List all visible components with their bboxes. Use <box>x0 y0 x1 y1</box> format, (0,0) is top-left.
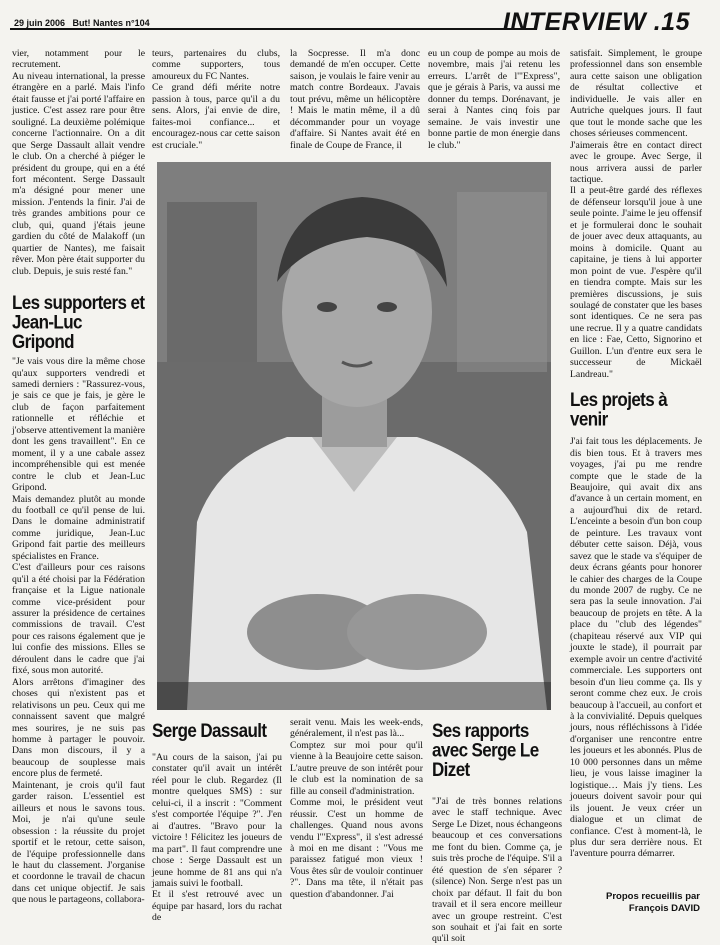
issue-date: 29 juin 2006 <box>14 18 66 28</box>
photo-illustration <box>157 162 551 710</box>
heading-le-dizet: Ses rapports avec Serge Le Dizet <box>432 719 539 781</box>
column-1 <box>12 48 145 906</box>
col2-paragraph: teurs, partenaires du clubs, comme supporters, tous amoureux du FC Nantes. <box>152 48 280 82</box>
credit-author: François DAVID <box>628 903 700 914</box>
column-5 <box>570 48 702 860</box>
col5-paragraph: J'aimerais être en contact direct avec le groupe. Avec Serge, il nous arrivera aussi de parler tactique. <box>570 139 702 185</box>
col3-paragraph: serait venu. Mais les week-ends, généralement, il n'est pas là... <box>290 717 423 740</box>
col1-paragraph: C'est d'ailleurs pour ces raisons qu'il a été choisi par la Fédération française et la Ligue nationale comme vice-président pour assurer la présidence de certaines commissions de travail. C'est pour ces raisons également que je lui confie des missions. Elles se déroulent dans le cadre que j'ai fixé, sous mon autorité. <box>12 562 145 677</box>
col1-paragraph: vier, notamment pour le recrutement. <box>12 48 145 71</box>
heading-dassault: Serge Dassault <box>152 719 267 742</box>
publication-name: But! Nantes n°104 <box>72 18 150 28</box>
col3-paragraph: Comme moi, le président veut réussir. C'est un homme de challenges. Quand nous avons vendu l'"Express", il s'est adressé à moi en me disant : "Vous me paraissez fatigué mon vieux ! Vous êtes sûr de vouloir continuer ?". Dans ma tête, il n'était pas question d'abandonner. J'ai <box>290 797 423 900</box>
column-2-top <box>152 48 280 151</box>
section-title: INTERVIEW .15 <box>502 8 690 36</box>
column-3-bottom <box>290 717 423 900</box>
column-4-bottom <box>432 717 562 945</box>
col3-paragraph: la Socpresse. Il m'a donc demandé de m'en occuper. Cette saison, je voulais le faire venir au match contre Bordeaux. J'avais tout prévu, même un hélicoptère ! Mais le matin même, il a dû décommander pour un voyage d'affaire. Si Nantes avait été en finale de Coupe de France, il <box>290 48 420 151</box>
col1-paragraph: "Je vais vous dire la même chose qu'aux supporters vendredi et samedi derniers : "Rassurez-vous, je sais ce que je fais, je gère le club de façon parfaitement rationnelle et réfléchie et j'observe attentivement la manière dont les gens travaillent". En ce moment, il y a une cabale assez incompréhensible qui est menée contre le club et Jean-Luc Gripond. <box>12 356 145 494</box>
col5-paragraph: J'ai fait tous les déplacements. Je dis bien tous. Et à travers mes voyages, j'ai pu me rendre compte que le stade de la Beaujoire, qui avait dix ans d'avance à un certain moment, en a aujourd'hui dix de retard. L'enceinte a besoin d'un bon coup de peinture. Les travaux vont débuter cette saison. Déjà, vous savez que le stade va s'équiper de deux écrans géants pour honorer le cahier des charges de la Coupe du monde 2007 de rugby. Ce ne sera pas la seule innovation. J'ai beaucoup de projets en tête. A la place du "club des légendes" (chapiteau réservé aux VIP qui jouxte le stade), il pourrait par exemple avoir un centre d'activité commerciale. Les supporters ont besoin d'un lieu comme ça. Ils y seront comme chez eux. Je crois beaucoup à l'accueil, au confort et à la convivialité. Depuis quelques jours, nous réfléchissons à l'idée d'organiser une rencontre entre les joueurs et les abonnés. Plus de 10 000 personnes dans un même lieu, je vous laisse imaginer la logistique… Mais j'y tiens. Les joueurs doivent savoir pour qui ils jouent. Je veux créer un dialogue et un climat de confiance. C'est à moment-là, le plus dur sera derrière nous. Et l'aventure pourra démarrer. <box>570 436 702 860</box>
col2-paragraph: "Au cours de la saison, j'ai pu constater qu'il avait un intérêt réel pour le club. Regardez (Il montre quelques SMS) : sur celui-ci, il a inscrit : "Comment s'est comportée l'équipe ?". J'en ai d'autres. "Bravo pour la victoire ! Félicitez les joueurs de ma part". Il faut comprendre une chose : Serge Dassault est un jeune homme de 81 ans qui n'a jamais suivi le football. <box>152 752 282 889</box>
col1-paragraph: Mais demandez plutôt au monde du football ce qu'il pense de lui. Dans le domaine administratif comme juridique, Jean-Luc Gripond fait partie des meilleurs spécialistes en France. <box>12 493 145 562</box>
col4-paragraph: "J'ai de très bonnes relations avec le staff technique. Avec Serge Le Dizet, nous échangeons beaucoup et ces conversations me font du bien. Comme ça, je suis très proche de l'équipe. S'il a été question de s'en séparer ? (silence) Non. Serge n'est pas un choix par défaut. Il fait du bon travail et il sera encore meilleur avec un groupe restreint. C'est son souhait et j'ai fait en sorte qu'il soit <box>432 796 562 945</box>
col5-paragraph: Il a peut-être gardé des réflexes de défenseur lorsqu'il joue à une seule pointe. J'aime le jeu offensif et je formulerai donc le souhait de jouer avec deux attaquants, au moins à domicile. Quant au capitaine, je tiens à lui apporter mon point de vue. J'espère qu'il en tiendra compte. Mais sur les premières discussions, je suis soulagé de constater que les bases sont identiques. Ce ne sera pas une recrue. Il y a quatre candidats en lice : Fae, Cetto, Signorino et Guillon. L'un d'entre eux sera le successeur de Mickaël Landreau." <box>570 185 702 380</box>
column-3-top <box>290 48 420 151</box>
page-header <box>10 10 710 36</box>
header-rule <box>10 28 535 30</box>
interviewee-photo <box>157 162 551 710</box>
credit-line: Propos recueillis par <box>606 891 700 902</box>
article-credit <box>604 891 700 915</box>
col2-paragraph: Ce grand défi mérite notre passion à tous, parce qu'il a du sens. Alors, j'ai envie de dire, faites-moi confiance... et encouragez-nous car cette saison est cruciale." <box>152 82 280 151</box>
col5-paragraph: satisfait. Simplement, le groupe professionnel dans son ensemble aura cette saison une obligation de résultat collective et individuelle. Je vais aller en Autriche quelques jours. Il faut que tout le monde sache que les choses sérieuses commencent. <box>570 48 702 140</box>
page-number: .15 <box>653 8 690 36</box>
heading-projets: Les projets à venir <box>570 388 668 431</box>
col1-paragraph: Maintenant, je crois qu'il faut garder raison. L'essentiel est ailleurs et nous le savons tous. Moi, je n'ai qu'une seule obsession : la réussite du projet sportif et le retour, cette saison, de l'équipe professionnelle dans le haut du classement. J'organise et coordonne le travail de chacun dans cet unique objectif. Je sais que nous le partageons, collabora- <box>12 779 145 906</box>
col3-paragraph: Comptez sur moi pour qu'il vienne à la Beaujoire cette saison. L'autre preuve de son intérêt pour le club est la nomination de sa fille au conseil d'administration. <box>290 739 423 797</box>
column-4-top <box>428 48 560 151</box>
col1-paragraph: Alors arrêtons d'imaginer des choses qui n'existent pas et relativisons un peu. Ceux qui me connaissent savent que malgré mes sourires, je ne suis pas homme à partager le pouvoir. Dans mon discours, il y a beaucoup de souplesse mais encore plus de fermeté. <box>12 676 145 780</box>
col2-paragraph: Et il s'est retrouvé avec un équipe par hasard, lors du rachat de <box>152 889 282 924</box>
heading-supporters: Les supporters et Jean-Luc Gripond <box>12 291 145 353</box>
col4-paragraph: eu un coup de pompe au mois de novembre, mais j'ai retenu les erreurs. L'arrêt de l'"Express", que je gérais à Paris, va aussi me donner du temps. Dorénavant, je serai à Nantes cinq fois par semaine. Je vais investir une bonne partie de mon énergie dans le club." <box>428 48 560 151</box>
col1-paragraph: Au niveau international, la presse étrangère en a parlé. Mais l'info était fausse et j'ai porté l'affaire en justice. C'est assez rare pour être souligné. La deuxième polémique concerne l'actionnaire. On a dit que Serge Dassault allait vendre le club. On a cherché à piéger le président du groupe, qui en a été fort mécontent. Serge Dassault m'a désigné pour mener une mission. J'entends la finir. J'ai de très grandes ambitions pour ce club, qui, quand j'étais jeune gardien du côté de Malakoff (un quartier de Nantes), me faisait rêver. Mon père était supporter du club. Depuis, je suis resté fan." <box>12 70 145 277</box>
issue-meta <box>14 18 150 28</box>
column-2-bottom <box>152 717 282 924</box>
